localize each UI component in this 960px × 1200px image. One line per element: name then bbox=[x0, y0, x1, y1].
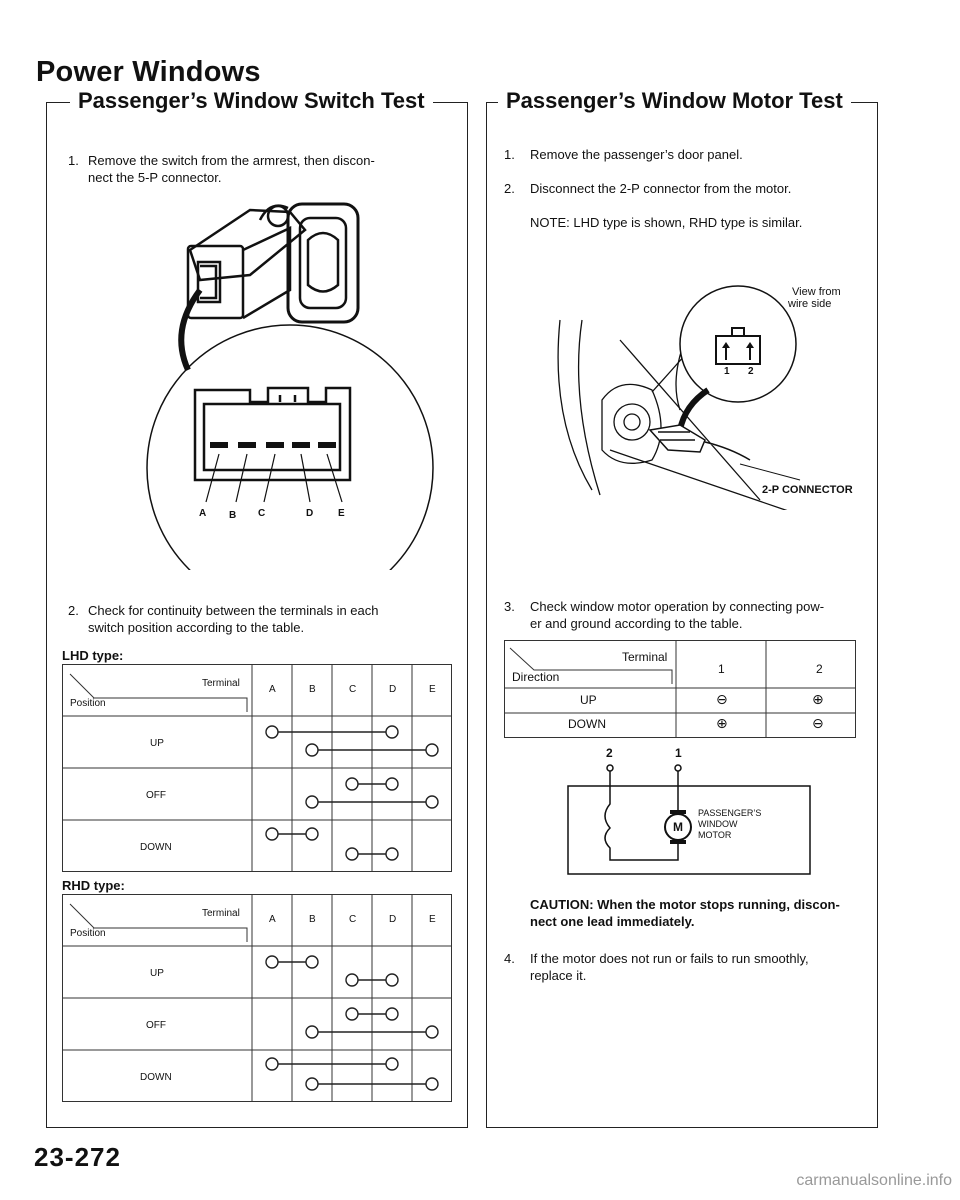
motor-label-2: WINDOW bbox=[698, 819, 738, 829]
motor-label-1: PASSENGER’S bbox=[698, 808, 762, 818]
step-text-line: replace it. bbox=[530, 968, 587, 983]
lhd-header-terminal: Terminal bbox=[202, 678, 240, 689]
label-leader bbox=[740, 464, 800, 480]
motor-row-up: UP bbox=[580, 693, 597, 707]
step-text-line: nect the 5-P connector. bbox=[88, 170, 222, 185]
pin-label-2: 2 bbox=[748, 366, 754, 377]
connector-detail-circle bbox=[147, 325, 433, 570]
rhd-row-off: OFF bbox=[146, 1020, 166, 1031]
lhd-label: LHD type: bbox=[62, 648, 124, 663]
lhd-col-b: B bbox=[309, 684, 316, 695]
switch-step-1 bbox=[68, 152, 458, 186]
view-from-label-1: View from bbox=[792, 286, 841, 298]
lhd-row-up: UP bbox=[150, 738, 164, 749]
lhd-header-position: Position bbox=[70, 698, 106, 709]
step-text-line: Disconnect the 2-P connector from the motor. bbox=[530, 181, 792, 196]
rhd-header-terminal: Terminal bbox=[202, 908, 240, 919]
lhd-col-e: E bbox=[429, 684, 436, 695]
rhd-header-position: Position bbox=[70, 928, 106, 939]
lhd-row-off: OFF bbox=[146, 790, 166, 801]
watermark: carmanualsonline.info bbox=[796, 1172, 952, 1189]
motor-up-terminal-2: ⊕ bbox=[812, 691, 824, 707]
step-text-line: Remove the passenger’s door panel. bbox=[530, 147, 743, 162]
terminal-label-c: C bbox=[258, 508, 266, 519]
lhd-col-a: A bbox=[269, 684, 276, 695]
pin-label-1: 1 bbox=[724, 366, 730, 377]
motor-step-3 bbox=[504, 598, 864, 632]
connector-detail-circle bbox=[680, 286, 796, 402]
motor-step-4 bbox=[504, 950, 864, 984]
motor-up-terminal-1: ⊖ bbox=[716, 691, 728, 707]
step-number: 1. bbox=[68, 153, 79, 168]
step-text-line: switch position according to the table. bbox=[88, 620, 305, 635]
motor-col-1: 1 bbox=[718, 662, 725, 676]
step-text-line: If the motor does not run or fails to run smoothly, bbox=[530, 951, 809, 966]
terminal-label-a: A bbox=[199, 508, 207, 519]
lhd-continuity-table bbox=[62, 664, 452, 872]
rhd-col-c: C bbox=[349, 914, 357, 925]
motor-header-direction: Direction bbox=[512, 670, 560, 684]
window-switch-drawing bbox=[188, 204, 358, 322]
step-text-line: Check window motor operation by connecting pow- bbox=[530, 599, 825, 614]
motor-test-title: Passenger’s Window Motor Test bbox=[498, 88, 851, 114]
lhd-col-c: C bbox=[349, 684, 357, 695]
caution-line: nect one lead immediately. bbox=[530, 914, 695, 929]
circuit-terminal-2: 2 bbox=[606, 746, 613, 760]
connector-terminals bbox=[210, 442, 336, 448]
door-connector-illustration bbox=[540, 280, 870, 510]
step-text-line: Check for continuity between the terminals in each bbox=[88, 603, 379, 618]
rhd-continuity-table bbox=[62, 894, 452, 1102]
motor-header-terminal: Terminal bbox=[622, 650, 668, 664]
motor-label-3: MOTOR bbox=[698, 830, 732, 840]
motor-circuit-diagram bbox=[560, 760, 820, 880]
step-number: 2. bbox=[68, 603, 79, 618]
lhd-col-d: D bbox=[389, 684, 397, 695]
motor-down-terminal-1: ⊕ bbox=[716, 715, 728, 731]
rhd-row-up: UP bbox=[150, 968, 164, 979]
step-number: 4. bbox=[504, 951, 515, 966]
motor-note: NOTE: LHD type is shown, RHD type is similar. bbox=[530, 215, 803, 230]
circuit-terminal-1: 1 bbox=[675, 746, 682, 760]
motor-step-2 bbox=[504, 180, 864, 198]
rhd-col-b: B bbox=[309, 914, 316, 925]
page-title: Power Windows bbox=[36, 56, 261, 88]
rhd-col-e: E bbox=[429, 914, 436, 925]
lhd-row-down: DOWN bbox=[140, 842, 172, 853]
terminal-leader-lines bbox=[206, 454, 342, 502]
step-text-line: er and ground according to the table. bbox=[530, 616, 743, 631]
motor-col-2: 2 bbox=[816, 662, 823, 676]
motor-operation-table bbox=[504, 640, 856, 738]
step-number: 2. bbox=[504, 181, 515, 196]
rhd-col-d: D bbox=[389, 914, 397, 925]
motor-row-down: DOWN bbox=[568, 717, 606, 731]
motor-down-terminal-2: ⊖ bbox=[812, 715, 824, 731]
switch-test-title: Passenger’s Window Switch Test bbox=[70, 88, 433, 114]
motor-step-1 bbox=[504, 146, 864, 164]
terminal-label-b: B bbox=[229, 510, 237, 521]
terminal-label-d: D bbox=[306, 508, 314, 519]
rhd-row-down: DOWN bbox=[140, 1072, 172, 1083]
step-number: 3. bbox=[504, 599, 515, 614]
rhd-label: RHD type: bbox=[62, 878, 125, 893]
step-number: 1. bbox=[504, 147, 515, 162]
caution-line: CAUTION: When the motor stops running, discon- bbox=[530, 897, 840, 912]
step-text-line: Remove the switch from the armrest, then discon- bbox=[88, 153, 375, 168]
connector-plug bbox=[650, 425, 750, 460]
caution-note bbox=[530, 896, 870, 930]
view-from-label-2: wire side bbox=[788, 298, 832, 310]
connector-label: 2-P CONNECTOR bbox=[762, 484, 853, 496]
switch-connector-illustration bbox=[140, 190, 440, 570]
motor-m-label: M bbox=[673, 820, 683, 834]
rhd-col-a: A bbox=[269, 914, 276, 925]
page-number: 23-272 bbox=[34, 1142, 121, 1172]
terminal-label-e: E bbox=[338, 508, 345, 519]
switch-step-2 bbox=[68, 602, 458, 636]
